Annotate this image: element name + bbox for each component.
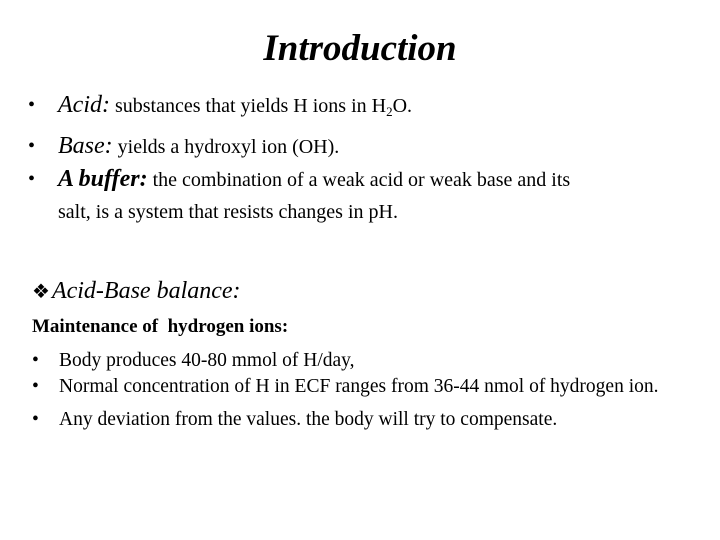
bullet-icon: •: [32, 409, 39, 430]
term-buffer: A buffer:: [58, 166, 148, 192]
point-text: Body produces 40-80 mmol of H/day,: [59, 350, 355, 371]
list-item: [32, 405, 692, 434]
list-item-base: [28, 131, 698, 162]
definition-buffer: the combination of a weak acid or weak base and its: [152, 169, 571, 191]
definition-list: [28, 90, 698, 229]
maintenance-points: [32, 346, 692, 434]
definition-acid: substances that yields H ions in H: [114, 95, 387, 117]
point-text: Any deviation from the values. the body will try to compensate.: [59, 409, 558, 430]
section-heading-text: Acid-Base balance:: [51, 278, 241, 304]
bullet-icon: •: [28, 168, 36, 190]
bullet-icon: •: [32, 376, 39, 397]
definition-buffer-line2: salt, is a system that resists changes in pH.: [58, 201, 398, 223]
list-item: [32, 346, 692, 375]
slide-title: Introduction: [263, 28, 457, 69]
diamond-bullet-icon: ❖: [32, 281, 50, 303]
term-base: Base:: [58, 133, 113, 159]
list-item: [32, 375, 692, 399]
subsection-heading: Maintenance of hydrogen ions:: [32, 316, 289, 337]
definition-base: yields a hydroxyl ion (OH).: [117, 136, 340, 158]
bullet-icon: •: [32, 350, 39, 371]
bullet-icon: •: [28, 94, 36, 116]
term-acid: Acid:: [58, 92, 110, 118]
point-text: Normal concentration of H in ECF ranges from 36-44 nmol of hydrogen ion.: [59, 376, 659, 397]
list-item-buffer: [28, 164, 698, 195]
definition-acid-end: O.: [392, 95, 413, 117]
subscript-two: 2: [386, 104, 393, 119]
section-heading: [32, 274, 241, 309]
list-item-acid: [28, 90, 698, 127]
bullet-icon: •: [28, 135, 36, 157]
